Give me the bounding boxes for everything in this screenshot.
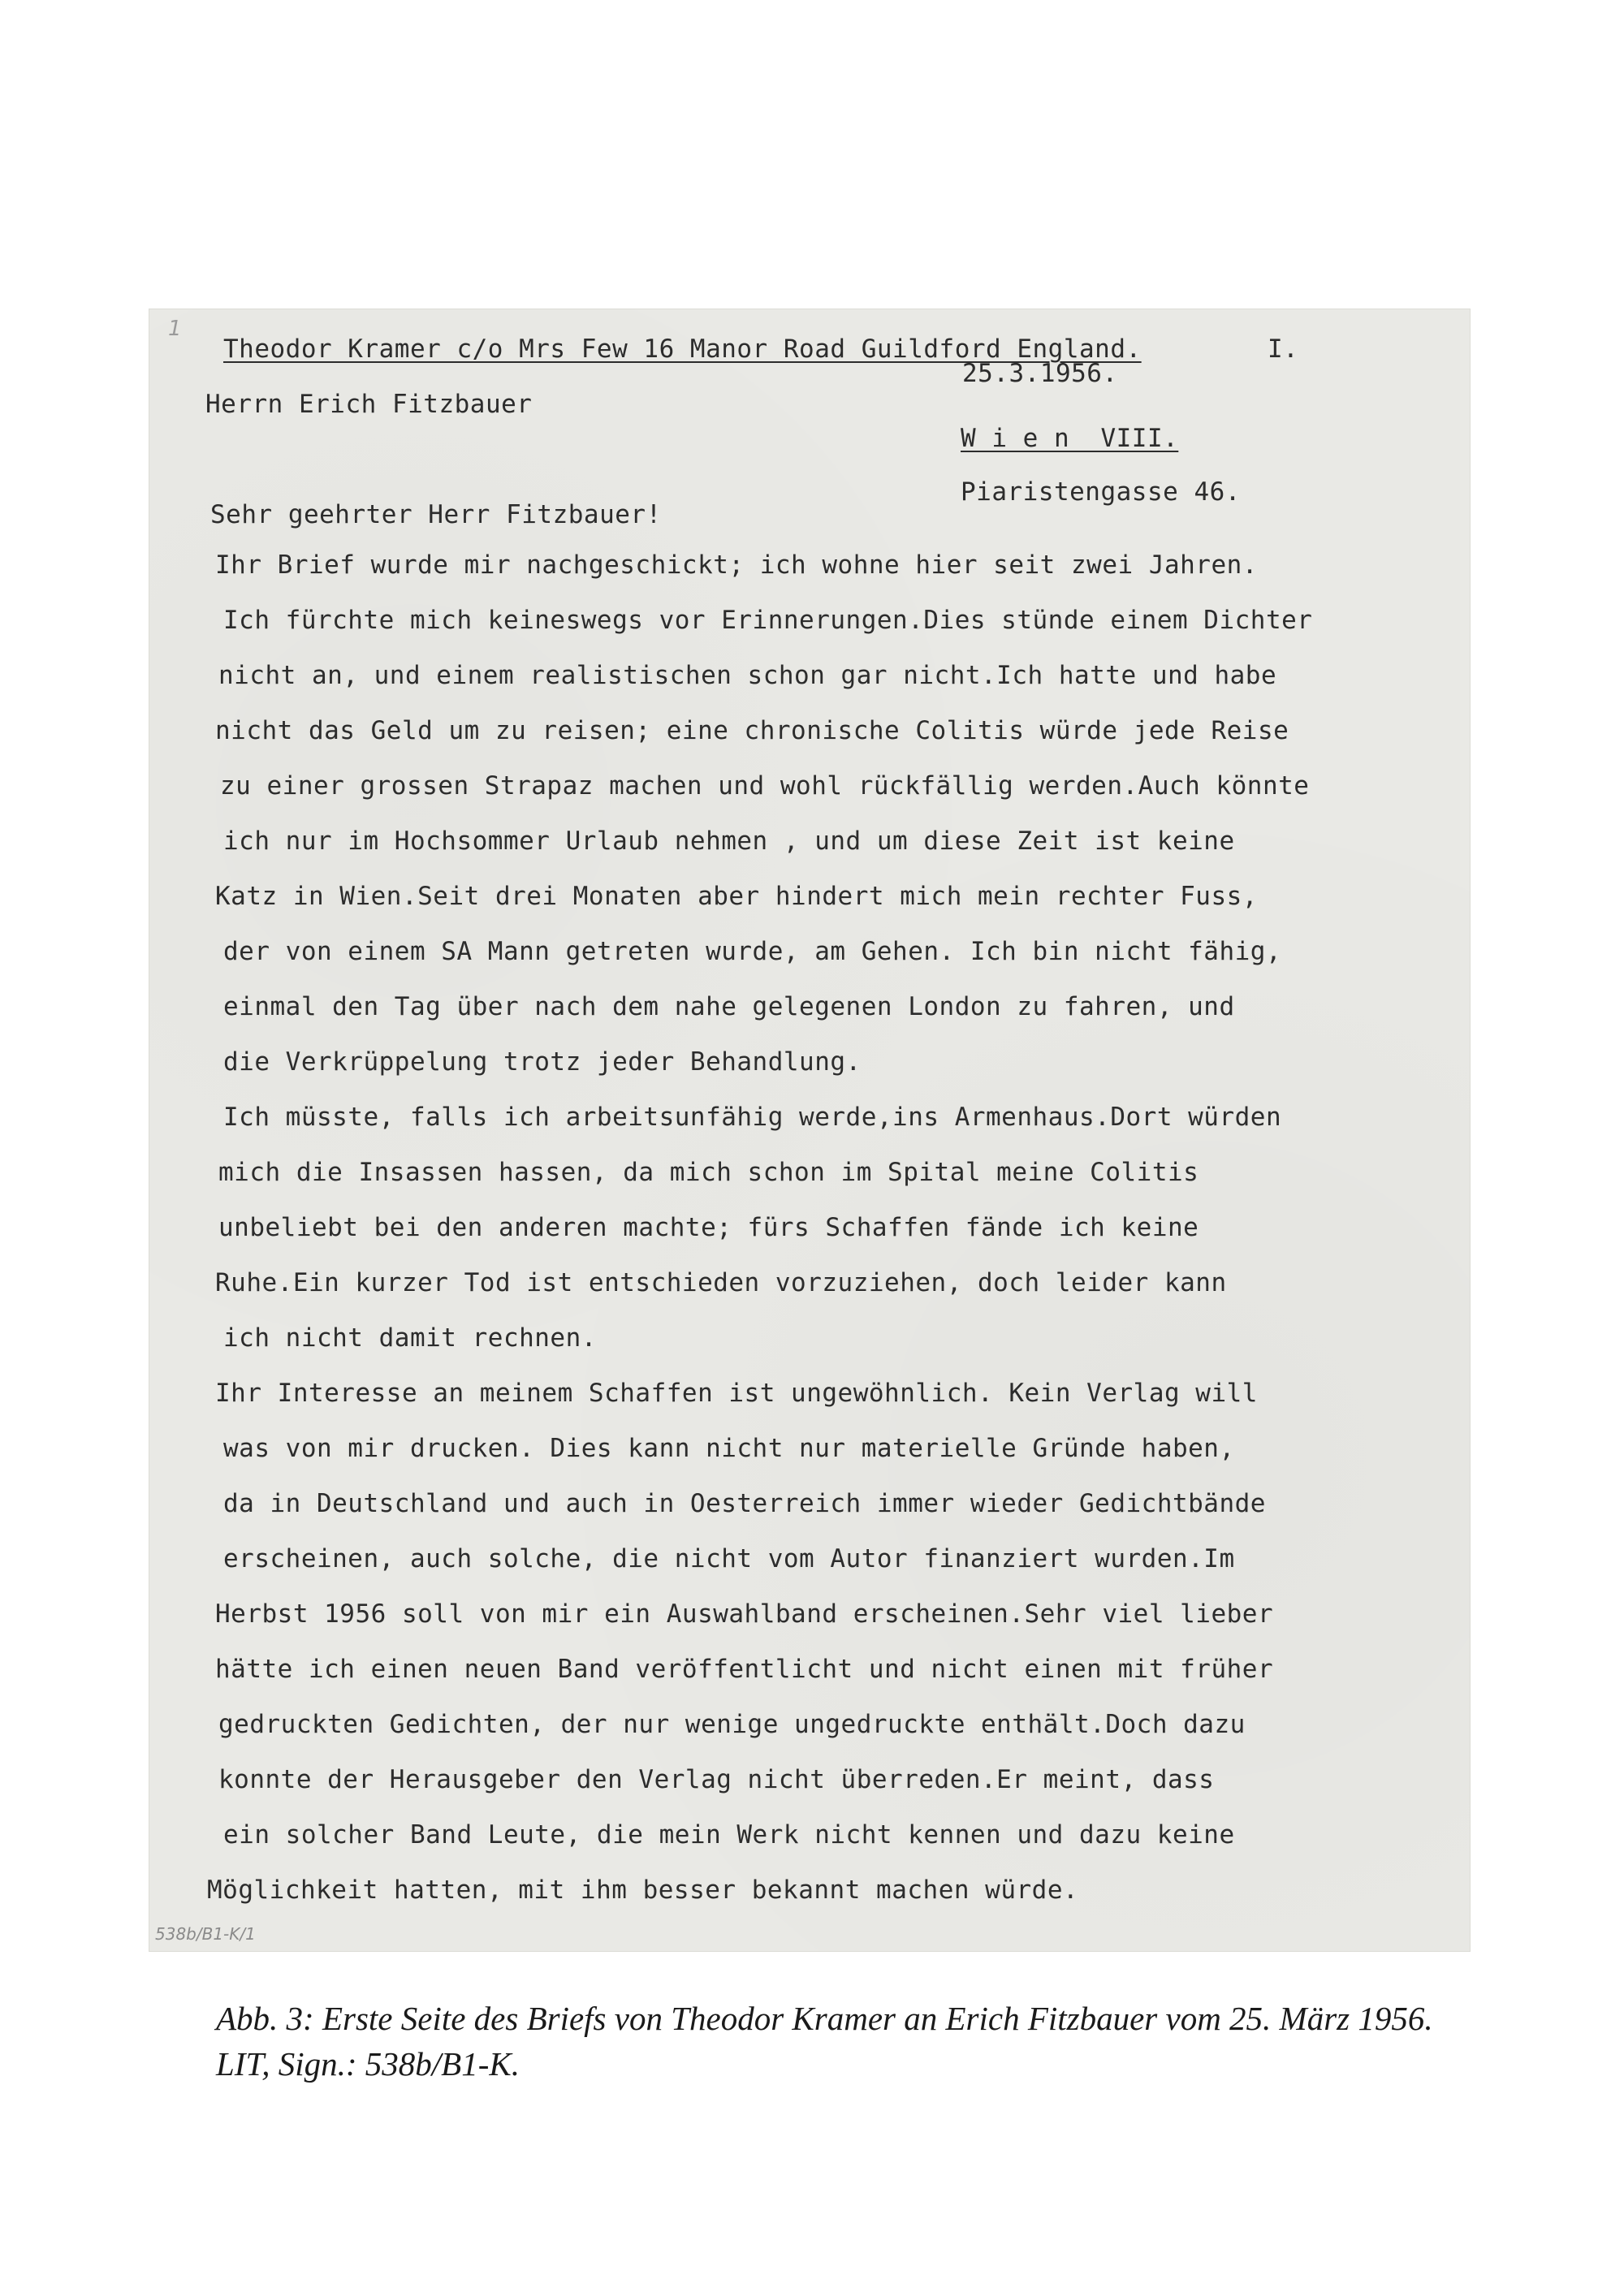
body-line: hätte ich einen neuen Band veröffentlicht und nicht einen mit früher xyxy=(215,1655,1274,1684)
body-line: nicht das Geld um zu reisen; eine chronische Colitis würde jede Reise xyxy=(215,716,1289,745)
body-line: mich die Insassen hassen, da mich schon im Spital meine Colitis xyxy=(218,1158,1199,1187)
salutation: Sehr geehrter Herr Fitzbauer! xyxy=(210,500,662,529)
body-line: Möglichkeit hatten, mit ihm besser bekannt machen würde. xyxy=(207,1875,1079,1905)
body-line: konnte der Herausgeber den Verlag nicht überreden.Er meint, dass xyxy=(218,1765,1215,1794)
caption-line: Abb. 3: Erste Seite des Briefs von Theodor Kramer an Erich Fitzbauer vom 25. März 1956. xyxy=(216,2000,1433,2037)
body-line: erscheinen, auch solche, die nicht vom Autor finanziert wurden.Im xyxy=(223,1544,1235,1573)
body-line: der von einem SA Mann getreten wurde, am Gehen. Ich bin nicht fähig, xyxy=(223,937,1282,966)
body-line: Ich müsste, falls ich arbeitsunfähig werde,ins Armenhaus.Dort würden xyxy=(223,1103,1282,1132)
pencil-page-mark: 1 xyxy=(168,317,182,341)
body-line: die Verkrüppelung trotz jeder Behandlung. xyxy=(223,1047,862,1077)
body-line: Ruhe.Ein kurzer Tod ist entschieden vorzuziehen, doch leider kann xyxy=(215,1268,1227,1297)
body-line: Ihr Brief wurde mir nachgeschickt; ich wohne hier seit zwei Jahren. xyxy=(215,550,1258,580)
body-line: zu einer grossen Strapaz machen und wohl rückfällig werden.Auch könnte xyxy=(220,771,1310,801)
figure-caption xyxy=(216,1996,1434,2087)
body-line: nicht an, und einem realistischen schon gar nicht.Ich hatte und habe xyxy=(218,661,1277,690)
body-line: ich nicht damit rechnen. xyxy=(223,1323,597,1353)
body-line: da in Deutschland und auch in Oesterreich immer wieder Gedichtbände xyxy=(223,1489,1266,1518)
body-line: Herbst 1956 soll von mir ein Auswahlband erscheinen.Sehr viel lieber xyxy=(215,1599,1274,1629)
recipient-street: Piaristengasse 46. xyxy=(961,477,1241,507)
letter-scan xyxy=(149,309,1471,1952)
page-number: I. xyxy=(1268,335,1299,364)
body-line: ein solcher Band Leute, die mein Werk nicht kennen und dazu keine xyxy=(223,1820,1235,1850)
body-line: unbeliebt bei den anderen machte; fürs Schaffen fände ich keine xyxy=(218,1213,1199,1242)
body-line: ich nur im Hochsommer Urlaub nehmen , und um diese Zeit ist keine xyxy=(223,827,1235,856)
recipient-name: Herrn Erich Fitzbauer xyxy=(205,390,533,419)
body-line: was von mir drucken. Dies kann nicht nur materielle Gründe haben, xyxy=(223,1434,1235,1463)
body-line: gedruckten Gedichten, der nur wenige ungedruckte enthält.Doch dazu xyxy=(218,1710,1246,1739)
sender-line: Theodor Kramer c/o Mrs Few 16 Manor Road Guildford England. xyxy=(223,335,1142,364)
letter-date: 25.3.1956. xyxy=(962,359,1118,388)
body-line: Ihr Interesse an meinem Schaffen ist ungewöhnlich. Kein Verlag will xyxy=(215,1379,1258,1408)
body-line: Ich fürchte mich keineswegs vor Erinnerungen.Dies stünde einem Dichter xyxy=(223,606,1313,635)
recipient-city: W i e n VIII. xyxy=(961,424,1179,453)
body-line: Katz in Wien.Seit drei Monaten aber hindert mich mein rechter Fuss, xyxy=(215,882,1258,911)
body-line: einmal den Tag über nach dem nahe gelegenen London zu fahren, und xyxy=(223,992,1235,1021)
caption-line: LIT, Sign.: 538b/B1-K. xyxy=(216,2045,520,2083)
archive-signature: 538b/B1-K/1 xyxy=(155,1924,256,1944)
